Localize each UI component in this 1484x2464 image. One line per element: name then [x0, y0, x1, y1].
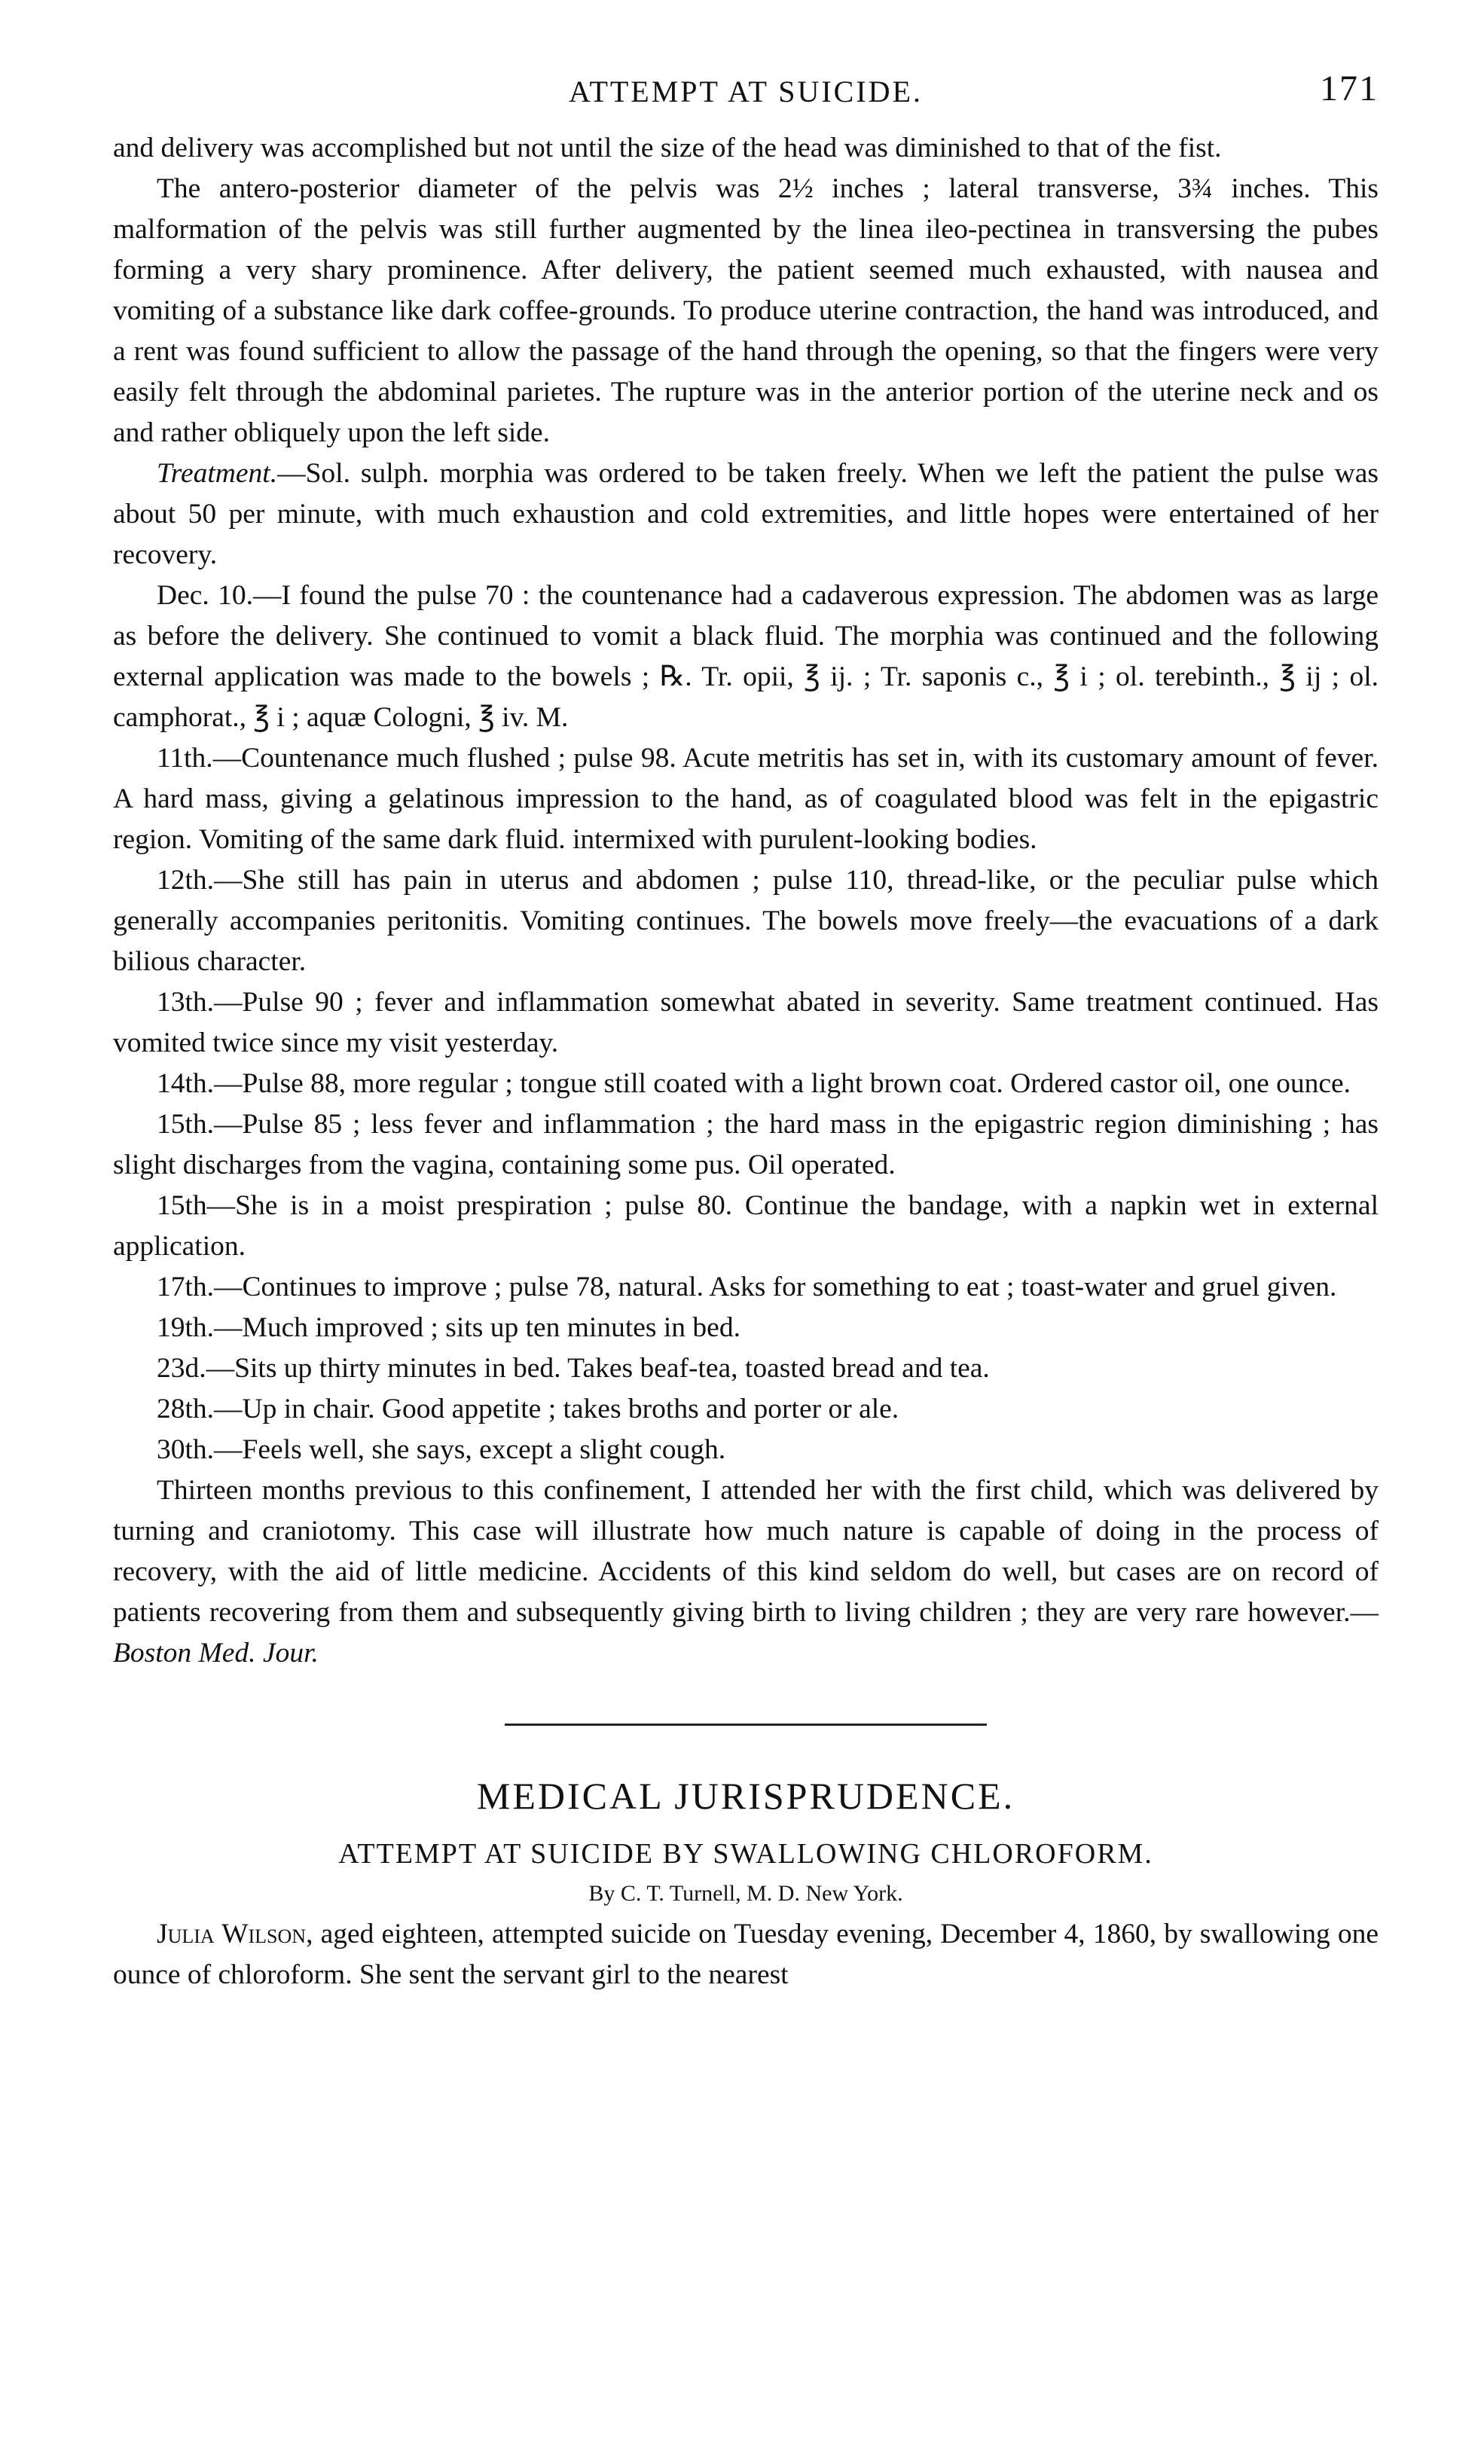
page [113, 68, 1379, 1995]
treatment-lead: Treatment. [157, 458, 278, 489]
paragraph-14th: 14th.—Pulse 88, more regular ; tongue still coated with a light brown coat. Ordered castor oil, one ounce. [157, 1068, 1351, 1099]
new-article-body [113, 1914, 1379, 1995]
paragraph-pelvis-measurements: The antero-posterior diameter of the pelvis was 2½ inches ; lateral transverse, 3¾ inches. This malformation of the pelvis was still further augmented by the linea ileo-pectinea in transversing the pubes forming a very shary prominence. After delivery, the patient seemed much exhausted, with nausea and vomiting of a substance like dark coffee-grounds. To produce uterine contraction, the hand was introduced, and a rent was found sufficient to allow the passage of the hand through the opening, so that the fingers were very easily felt through the abdominal parietes. The rupture was in the anterior portion of the uterine neck and os and rather obliquely upon the left side. [113, 173, 1379, 448]
running-head [113, 68, 1379, 128]
opening-text: aged eighteen, attempted suicide on Tuesday evening, December 4, 1860, by swallowing one ounce of chloroform. She sent the servant girl to the nearest [113, 1919, 1379, 1990]
paragraph-conclusion [113, 1470, 1379, 1674]
paragraph-13th: 13th.—Pulse 90 ; fever and inflammation somewhat abated in severity. Same treatment continued. Has vomited twice since my visit yesterday. [113, 987, 1379, 1058]
paragraph-11th: 11th.—Countenance much flushed ; pulse 98. Acute metritis has set in, with its customary amount of fever. A hard mass, giving a gelatinous impression to the hand, as of coagulated blood was felt in the epigastric region. Vomiting of the same dark fluid. intermixed with purulent-looking bodies. [113, 743, 1379, 855]
paragraph-12th: 12th.—She still has pain in uterus and abdomen ; pulse 110, thread-like, or the peculiar pulse which generally accompanies peritonitis. Vomiting continues. The bowels move freely—the evacuations of a dark bilious character. [113, 865, 1379, 977]
paragraph-19th: 19th.—Much improved ; sits up ten minutes in bed. [157, 1312, 740, 1343]
byline: By C. T. Turnell, M. D. New York. [588, 1881, 903, 1906]
conclusion-text: Thirteen months previous to this confinement, I attended her with the first child, which was delivered by turning and craniotomy. This case will illustrate how much nature is capable of doing in the process of recovery, with the aid of little medicine. Accidents of this kind seldom do well, but cases are on record of patients recovering from them and subsequently giving birth to living children ; they are very rare however.— [113, 1475, 1379, 1628]
paragraph-17th: 17th.—Continues to improve ; pulse 78, natural. Asks for something to eat ; toast-water and gruel given. [157, 1272, 1337, 1302]
article-title: ATTEMPT AT SUICIDE BY SWALLOWING CHLOROFORM. [338, 1838, 1153, 1870]
paragraph-15th-b: 15th—She is in a moist prespiration ; pulse 80. Continue the bandage, with a napkin wet in external application. [113, 1190, 1379, 1262]
paragraph-dec-10: Dec. 10.—I found the pulse 70 : the countenance had a cadaverous expression. The abdomen was as large as before the delivery. She continued to vomit a black fluid. The morphia was continued and the following external application was made to the bowels ; ℞. Tr. opii, ℥ ij. ; Tr. saponis c., ℥ i ; ol. terebinth., ℥ ij ; ol. camphorat., ℥ i ; aquæ Cologni, ℥ iv. M. [113, 580, 1379, 733]
paragraph-treatment [113, 453, 1379, 576]
page-number: 171 [1320, 69, 1379, 108]
treatment-text: —Sol. sulph. morphia was ordered to be taken freely. When we left the patient the pulse was about 50 per minute, with much exhaustion and cold extremities, and little hopes were entertained of her recovery. [113, 458, 1379, 570]
paragraph-23d: 23d.—Sits up thirty minutes in bed. Takes beaf-tea, toasted bread and tea. [157, 1353, 990, 1384]
running-title: ATTEMPT AT SUICIDE. [568, 75, 923, 108]
paragraph-28th: 28th.—Up in chair. Good appetite ; takes broths and porter or ale. [157, 1394, 899, 1424]
opening-name: Julia Wilson, [157, 1919, 313, 1950]
paragraph-15th-a: 15th.—Pulse 85 ; less fever and inflammation ; the hard mass in the epigastric region diminishing ; has slight discharges from the vagina, containing some pus. Oil operated. [113, 1109, 1379, 1180]
section-divider [505, 1724, 987, 1726]
section-heading: MEDICAL JURISPRUDENCE. [476, 1775, 1015, 1817]
article-body [113, 128, 1379, 1674]
paragraph-opening [113, 1914, 1379, 1995]
source-citation: Boston Med. Jour. [113, 1638, 319, 1669]
paragraph-30th: 30th.—Feels well, she says, except a slight cough. [157, 1434, 726, 1465]
paragraph-continuation: and delivery was accomplished but not until the size of the head was diminished to that of the fist. [113, 133, 1222, 163]
